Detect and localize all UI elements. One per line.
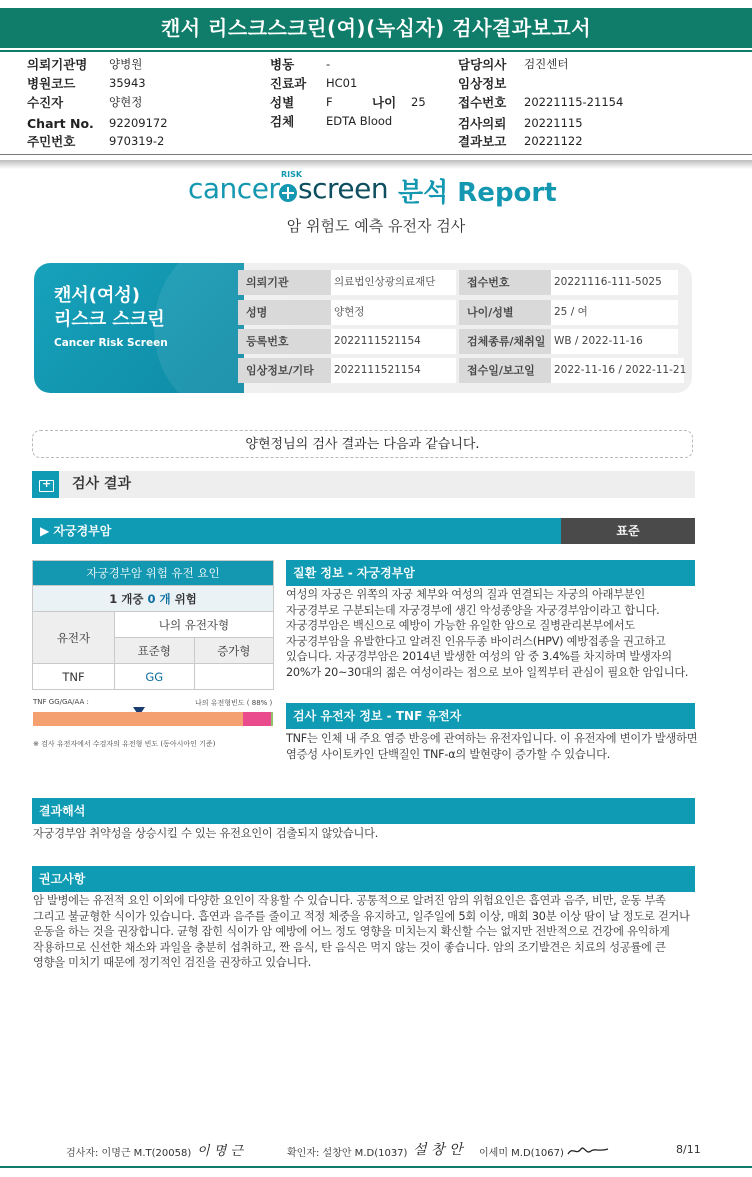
info-label: 검사의뢰 — [458, 116, 507, 131]
info-value: 35943 — [109, 76, 146, 90]
col-gene-header: 유전자 — [33, 612, 115, 664]
logo-cancer-text: cancer — [188, 172, 280, 205]
info-divider — [0, 154, 752, 155]
freq-right-label: 나의 유전형빈도 ( 88% ) — [195, 699, 273, 707]
info-label: 주민번호 — [27, 134, 76, 149]
confirmer-signature: 설 창 안 — [413, 1142, 463, 1158]
card-value: 2022111521154 — [331, 358, 456, 383]
risk-count-suffix: 위험 — [170, 591, 197, 606]
text-line: 작용하므로 신선한 채소와 과일을 충분히 섭취하고, 짠 음식, 탄 음식은 먹지 않는 것이 좋습니다. 암의 조기발견은 치료의 성공률에 큰 — [33, 940, 666, 954]
third-signer-info: 이세미 M.D(1067) — [479, 1148, 564, 1159]
risk-count-value: 0 개 — [147, 591, 171, 606]
gene-info-text — [286, 731, 698, 762]
text-line: 있습니다. 자궁경부암은 2014년 발생한 여성의 암 중 3.4%를 차지하며 발생자의 — [286, 650, 672, 663]
info-value: 양현정 — [109, 95, 143, 109]
page-subtitle: 암 위험도 예측 유전자 검사 — [286, 217, 466, 235]
text-line: 자궁경부암 취약성을 상승시킬 수 있는 유전요인이 검출되지 않았습니다. — [33, 827, 379, 840]
info-label: 병동 — [270, 57, 295, 72]
category-bar: ▶ 자궁경부암 — [32, 518, 561, 544]
logo-risk-text: RISK — [281, 170, 303, 179]
info-label: Chart No. — [27, 116, 94, 131]
info-value: 92209172 — [109, 116, 168, 130]
text-line: 그리고 불균형한 식이가 있습니다. 흡연과 음주를 줄이고 적정 체중을 유지하고, 일주일에 5회 이상, 매회 30분 이상 땀이 날 정도로 걷거나 — [33, 909, 690, 923]
card-key: 검체종류/채취일 — [459, 329, 552, 354]
page-number: 8/11 — [676, 1143, 701, 1156]
medical-kit-icon — [32, 471, 59, 498]
info-label: 담당의사 — [458, 57, 507, 72]
gene-info-header: 검사 유전자 정보 - TNF 유전자 — [286, 703, 695, 729]
info-label: 병원코드 — [27, 76, 76, 91]
text-line: 영향을 미치기 때문에 정기적인 검진을 권장하고 있습니다. — [33, 956, 312, 969]
info-value: 20221115 — [524, 116, 583, 130]
interpretation-header: 결과해석 — [32, 798, 695, 824]
cancer-screen-logo — [188, 172, 568, 212]
summary-card — [34, 263, 692, 393]
risk-status-badge: 표준 — [561, 518, 695, 544]
info-label: 의뢰기관명 — [27, 57, 88, 72]
info-value: F — [326, 95, 333, 109]
card-value: 의료법인상광의료재단 — [331, 270, 456, 295]
freq-note: ※ 검사 유전자에서 수검자의 유전형 빈도 (동아시아인 기준) — [33, 740, 216, 748]
info-label: 임상정보 — [458, 76, 507, 91]
gene-table-header: 자궁경부암 위험 유전 요인 — [33, 561, 274, 586]
disease-info-text — [286, 587, 695, 680]
freq-left-label: TNF GG/GA/AA : — [33, 698, 89, 706]
section-header — [32, 471, 695, 498]
info-value: EDTA Blood — [326, 114, 393, 128]
banner-title-en: Cancer Risk Screen — [54, 337, 168, 349]
info-value: 970319-2 — [109, 134, 165, 148]
report-title: 캔서 리스크스크린(여)(녹십자) 검사결과보고서 — [0, 8, 752, 48]
info-label: 진료과 — [270, 76, 307, 91]
logo-screen-text: screen — [298, 172, 389, 205]
info-value: 양병원 — [109, 57, 143, 71]
info-label: 성별 — [270, 95, 295, 110]
card-value: 20221116-111-5025 — [551, 270, 678, 295]
freq-segment-3 — [271, 712, 273, 726]
result-message: 양현정님의 검사 결과는 다음과 같습니다. — [32, 430, 693, 458]
col-standard-header: 표준형 — [115, 638, 195, 664]
recommendation-header: 권고사항 — [32, 866, 695, 892]
card-banner — [34, 263, 244, 393]
card-key: 나이/성별 — [459, 300, 552, 325]
genotype-frequency-bar — [33, 712, 273, 726]
interpretation-text — [33, 826, 696, 842]
text-line: TNF는 인체 내 주요 염증 반응에 관여하는 유전자입니다. 이 유전자에 변이가 발생하면 — [286, 732, 698, 745]
card-value: 양현정 — [331, 300, 456, 325]
age-value: 25 — [411, 95, 426, 109]
gene-risk-table — [32, 560, 274, 690]
card-value: WB / 2022-11-16 — [551, 329, 678, 354]
confirmer-info: 확인자: 설창안 M.D(1037) — [287, 1148, 408, 1159]
third-signature-mark — [566, 1143, 610, 1159]
banner-title-1: 캔서(여성) — [54, 285, 141, 306]
freq-segment-2 — [243, 712, 271, 726]
text-line: 자궁경부암은 백신으로 예방이 가능한 유일한 암으로 질병관리본부에서도 — [286, 619, 635, 632]
card-key: 성명 — [238, 300, 336, 325]
info-label: 검체 — [270, 114, 295, 129]
card-value: 2022-11-16 / 2022-11-21 — [551, 358, 684, 383]
logo-report-text: 분석 Report — [398, 178, 557, 208]
text-line: 20%가 20~30대의 젊은 여성이라는 점으로 보아 일찍부터 관심이 필요한 암입니다. — [286, 665, 689, 679]
text-line: 운동을 하는 것을 권장합니다. 균형 잡힌 식이가 암 예방에 어느 정도 영향을 미치는지 확신할 수는 없지만 전반적으로 건강에 유익하게 — [33, 925, 670, 938]
text-line: 암 발병에는 유전적 요인 이외에 다양한 요인이 작용할 수 있습니다. 공통적으로 알려진 암의 위험요인은 흡연과 음주, 비만, 운동 부족 — [33, 894, 666, 907]
bottom-rule — [0, 1166, 752, 1168]
standard-genotype-cell: GG — [115, 664, 195, 690]
info-value: - — [326, 57, 331, 71]
info-value: HC01 — [326, 76, 358, 90]
info-value: 20221115-21154 — [524, 95, 624, 109]
section-title: 검사 결과 — [72, 476, 131, 492]
info-value: 20221122 — [524, 134, 583, 148]
text-line: 자궁경부암을 유발한다고 알려진 인유두종 바이러스(HPV) 예방접종을 권고하고 — [286, 634, 666, 648]
info-label: 수진자 — [27, 95, 64, 110]
card-key: 등록번호 — [238, 329, 336, 354]
col-my-genotype-header: 나의 유전자형 — [115, 612, 274, 638]
info-label: 결과보고 — [458, 134, 507, 149]
info-value: 검진센터 — [524, 57, 569, 71]
risk-count-prefix: 1 개중 — [109, 591, 148, 606]
increased-genotype-cell — [194, 664, 274, 690]
tester-info: 검사자: 이명근 M.T(20058) — [66, 1148, 192, 1159]
info-label: 접수번호 — [458, 95, 507, 110]
risk-count — [33, 586, 274, 612]
card-value: 25 / 여 — [551, 300, 678, 325]
text-line: 여성의 자궁은 위쪽의 자궁 체부와 여성의 질과 연결되는 자궁의 아래부분인 — [286, 588, 646, 601]
patient-info — [0, 0, 752, 160]
banner-title-2: 리스크 스크린 — [54, 309, 165, 330]
disease-info-header: 질환 정보 - 자궁경부암 — [286, 560, 695, 586]
card-key: 의뢰기관 — [238, 270, 336, 295]
col-increased-header: 증가형 — [194, 638, 274, 664]
card-key: 임상정보/기타 — [238, 358, 336, 383]
card-value: 2022111521154 — [331, 329, 456, 354]
tester-signature: 이 명 근 — [197, 1144, 243, 1159]
card-key: 접수일/보고일 — [459, 358, 552, 383]
text-line: 자궁경부로 구분되는데 자궁경부에 생긴 악성종양을 자궁경부암이라고 합니다. — [286, 603, 660, 617]
page-shadow — [0, 160, 752, 169]
recommendation-text — [33, 893, 696, 971]
age-label: 나이 — [372, 95, 397, 110]
card-key: 접수번호 — [459, 270, 552, 295]
text-line: 염증성 사이토카인 단백질인 TNF-α의 발현량이 증가할 수 있습니다. — [286, 747, 611, 761]
gene-name-cell: TNF — [33, 664, 115, 690]
freq-segment-1 — [33, 712, 243, 726]
plus-icon — [279, 184, 297, 202]
